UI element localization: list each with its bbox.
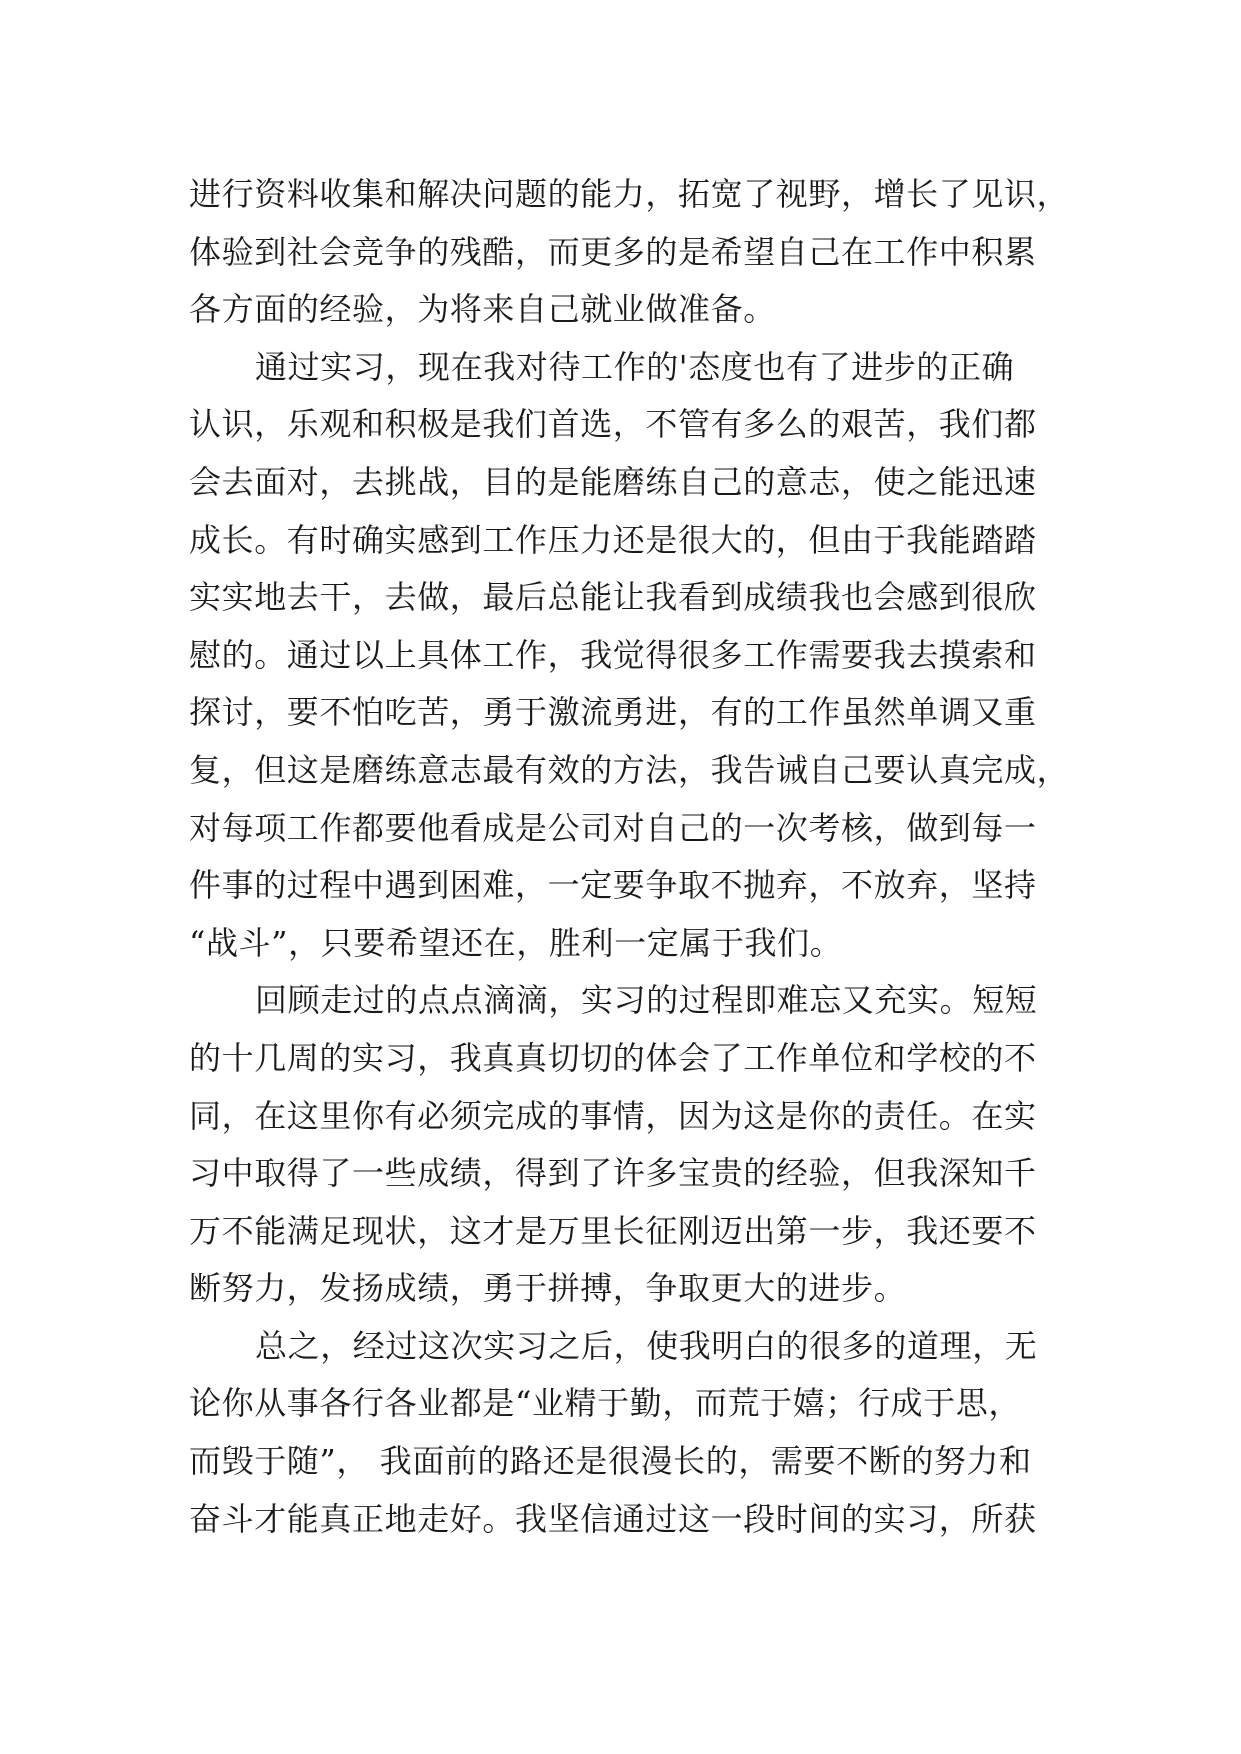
text-line: 而毁于随”， 我面前的路还是很漫长的，需要不断的努力和 (189, 1442, 1032, 1481)
text-line: 断努力，发扬成绩，勇于拼搏，争取更大的进步。 (189, 1269, 907, 1308)
body-text (189, 166, 1069, 1548)
text-line: 同，在这里你有必须完成的事情，因为这是你的责任。在实 (189, 1096, 1037, 1135)
text-line: “战斗”，只要希望还在，胜利一定属于我们。 (189, 923, 843, 962)
text-line: 对每项工作都要他看成是公司对自己的一次考核，做到每一 (189, 808, 1037, 847)
text-line: 会去面对，去挑战，目的是能磨练自己的意志，使之能迅速 (189, 462, 1037, 501)
paragraph-first-line: 通过实习，现在我对待工作的'态度也有了进步的正确 (255, 347, 1015, 386)
text-line: 习中取得了一些成绩，得到了许多宝贵的经验，但我深知千 (189, 1154, 1037, 1193)
text-line: 实实地去干，去做，最后总能让我看到成绩我也会感到很欣 (189, 578, 1037, 617)
text-line: 奋斗才能真正地走好。我坚信通过这一段时间的实习，所获 (189, 1499, 1037, 1538)
text-line: 的十几周的实习，我真真切切的体会了工作单位和学校的不 (189, 1038, 1037, 1077)
text-line: 体验到社会竞争的残酷，而更多的是希望自己在工作中积累 (189, 232, 1037, 271)
text-line: 论你从事各行各业都是“业精于勤，而荒于嬉；行成于思， (189, 1384, 1021, 1423)
text-line: 各方面的经验，为将来自己就业做准备。 (189, 290, 776, 329)
text-line: 复，但这是磨练意志最有效的方法，我告诫自己要认真完成， (189, 750, 1070, 789)
paragraph-first-line: 回顾走过的点点滴滴，实习的过程即难忘又充实。短短 (255, 981, 1038, 1020)
text-line: 进行资料收集和解决问题的能力，拓宽了视野，增长了见识， (189, 175, 1070, 213)
text-line: 认识，乐观和积极是我们首选，不管有多么的艰苦，我们都 (189, 405, 1037, 444)
text-line: 探讨，要不怕吃苦，勇于激流勇进，有的工作虽然单调又重 (189, 693, 1037, 732)
text-line: 件事的过程中遇到困难，一定要争取不抛弃，不放弃，坚持 (189, 866, 1037, 905)
text-line: 慰的。通过以上具体工作，我觉得很多工作需要我去摸索和 (189, 635, 1037, 674)
paragraph-first-line: 总之，经过这次实习之后，使我明白的很多的道理，无 (255, 1326, 1038, 1365)
text-line: 成长。有时确实感到工作压力还是很大的，但由于我能踏踏 (189, 520, 1037, 559)
text-line: 万不能满足现状，这才是万里长征刚迈出第一步，我还要不 (189, 1211, 1037, 1250)
